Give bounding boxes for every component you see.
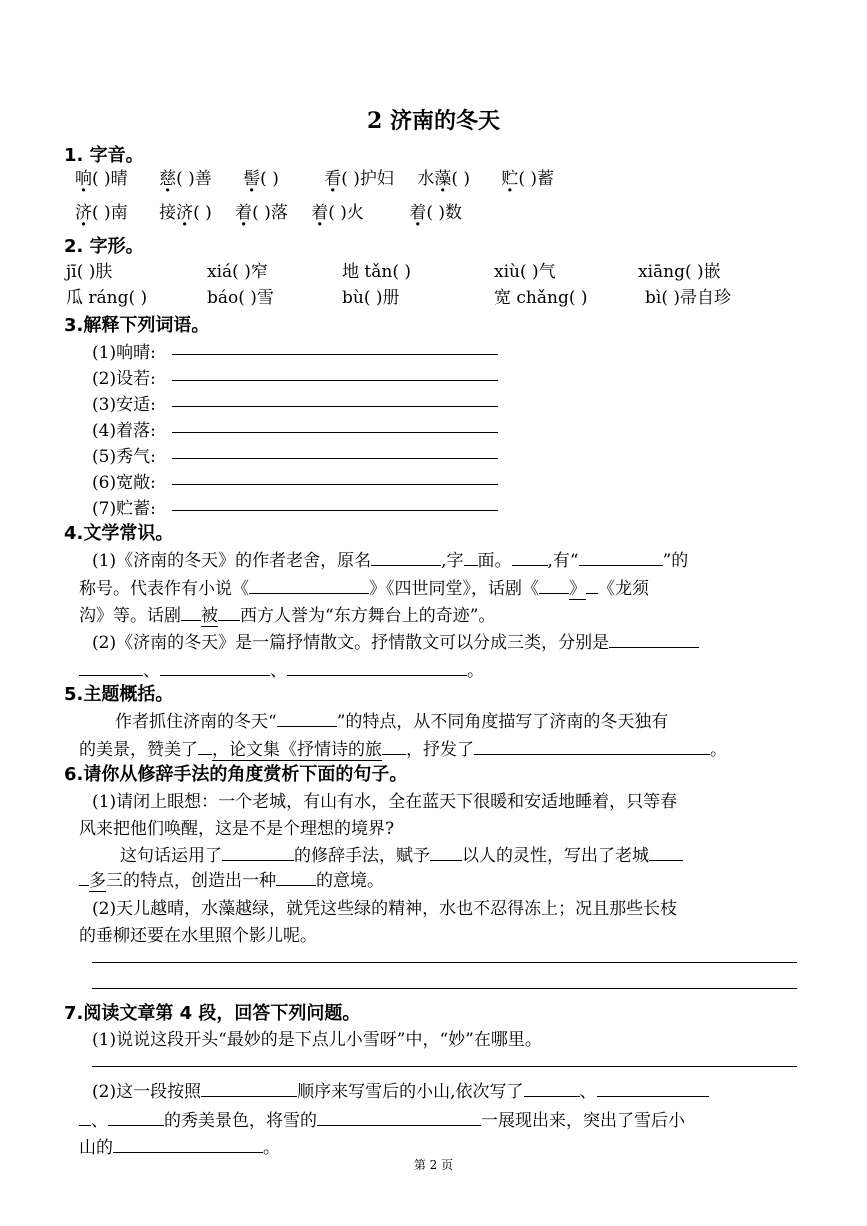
q4-heading: 4.文学常识。 bbox=[64, 523, 174, 544]
blank[interactable] bbox=[597, 1080, 709, 1097]
blank[interactable] bbox=[160, 659, 270, 676]
blank[interactable] bbox=[579, 549, 663, 566]
answer-line[interactable] bbox=[92, 962, 797, 963]
q1-row2 bbox=[75, 198, 462, 223]
blank[interactable] bbox=[512, 549, 548, 566]
blank[interactable] bbox=[276, 869, 316, 886]
q3-item: (2)设若: bbox=[92, 369, 156, 389]
blank[interactable] bbox=[649, 844, 683, 861]
answer-line[interactable] bbox=[172, 484, 498, 485]
answer-line[interactable] bbox=[92, 988, 797, 989]
blank[interactable] bbox=[430, 844, 462, 861]
q1-item: 着( )落 bbox=[235, 203, 288, 223]
blank[interactable] bbox=[609, 631, 699, 648]
q6-answer-line: 多三的特点，创造出一种 的意境。 bbox=[79, 866, 384, 891]
q5-line: 的美景，赞美了 ，论文集《抒情诗的旅 ，抒发了 。 bbox=[79, 740, 727, 760]
blank[interactable] bbox=[539, 577, 569, 594]
q7-heading: 7.阅读文章第 4 段，回答下列问题。 bbox=[64, 1003, 361, 1024]
q2-item: xiù( )气 bbox=[494, 262, 556, 282]
q1-item: 济( )南 bbox=[75, 203, 128, 223]
answer-line[interactable] bbox=[172, 510, 498, 511]
blank[interactable] bbox=[249, 577, 369, 594]
blank[interactable] bbox=[181, 604, 201, 621]
q1-item: 看( )护妇 bbox=[324, 169, 394, 189]
q4-line: 称号。代表作有小说《 》《四世同堂》，话剧《 》 《龙须 bbox=[79, 579, 649, 599]
q1-item: 慈( )善 bbox=[159, 169, 212, 189]
blank[interactable] bbox=[382, 738, 406, 755]
q1-item: 响( )晴 bbox=[75, 169, 128, 189]
q6-answer-line: 这句话运用了 的修辞手法，赋予 以人的灵性，写出了老城 bbox=[120, 841, 683, 866]
blank[interactable] bbox=[79, 659, 143, 676]
q7-line: (2)这一段按照 顺序来写雪后的小山,依次写了 、 bbox=[92, 1077, 709, 1102]
q4-line: (2)《济南的冬天》是一篇抒情散文。抒情散文可以分成三类，分别是 bbox=[92, 628, 699, 653]
q5-line: 作者抓住济南的冬天“ ”的特点，从不同角度描写了济南的冬天独有 bbox=[115, 712, 669, 732]
q2-item: báo( )雪 bbox=[207, 288, 274, 308]
q3-item: (1)响晴: bbox=[92, 343, 156, 363]
q2-item: xiāng( )嵌 bbox=[638, 262, 721, 282]
blank[interactable] bbox=[108, 1109, 164, 1126]
q6-sentence: (2)天儿越晴，水藻越绿，就凭这些绿的精神，水也不忍得冻上；况且那些长枝 bbox=[92, 899, 678, 919]
q1-row1 bbox=[75, 164, 554, 189]
blank[interactable] bbox=[586, 577, 598, 594]
q1-heading: 1. 字音。 bbox=[64, 145, 144, 166]
q1-item: 水藻( ) bbox=[417, 169, 470, 189]
q3-item: (7)贮蓄: bbox=[92, 499, 156, 519]
q3-item: (3)安适: bbox=[92, 395, 156, 415]
q2-item: xiá( )窄 bbox=[207, 262, 268, 282]
q7-line: 、 的秀美景色，将雪的 一展现出来，突出了雪后小 bbox=[79, 1106, 685, 1131]
q4-line: 、 、 。 bbox=[79, 656, 484, 681]
q2-item: 瓜 ráng( ) bbox=[66, 288, 148, 308]
blank[interactable] bbox=[113, 1136, 263, 1153]
q1-item: 贮( )蓄 bbox=[501, 169, 555, 189]
page-number: 第 2 页 bbox=[413, 1158, 454, 1172]
q6-sentence: 风来把他们唤醒，这是不是个理想的境界? bbox=[79, 819, 395, 839]
answer-line[interactable] bbox=[172, 432, 498, 433]
q2-heading: 2. 字形。 bbox=[64, 236, 144, 257]
q1-item: 接济( ) bbox=[159, 203, 212, 223]
blank[interactable] bbox=[524, 1080, 580, 1097]
blank[interactable] bbox=[79, 1109, 91, 1126]
answer-line[interactable] bbox=[92, 1066, 797, 1067]
blank[interactable] bbox=[198, 738, 212, 755]
blank[interactable] bbox=[371, 549, 441, 566]
blank[interactable] bbox=[79, 869, 89, 886]
q4-line: (1)《济南的冬天》的作者老舍，原名 ,字 面。 ,有“ ”的 bbox=[92, 551, 689, 571]
q1-item: 着( )火 bbox=[311, 203, 364, 223]
q6-heading: 6.请你从修辞手法的角度赏析下面的句子。 bbox=[64, 764, 408, 785]
blank[interactable] bbox=[317, 1109, 481, 1126]
q2-item: jī( )肤 bbox=[66, 262, 113, 282]
answer-line[interactable] bbox=[172, 380, 498, 381]
blank[interactable] bbox=[201, 1080, 297, 1097]
page-title: 2 济南的冬天 bbox=[367, 108, 500, 134]
q6-sentence: (1)请闭上眼想：一个老城，有山有水，全在蓝天下很暖和安适地睡着，只等春 bbox=[92, 792, 678, 812]
answer-line[interactable] bbox=[172, 354, 498, 355]
answer-line[interactable] bbox=[172, 458, 498, 459]
q7-line: 山的 。 bbox=[79, 1138, 280, 1158]
blank[interactable] bbox=[218, 604, 240, 621]
q5-heading: 5.主题概括。 bbox=[64, 684, 174, 705]
blank[interactable] bbox=[474, 738, 710, 755]
blank[interactable] bbox=[277, 710, 337, 727]
q3-heading: 3.解释下列词语。 bbox=[64, 315, 210, 336]
q6-sentence: 的垂柳还要在水里照个影儿呢。 bbox=[79, 926, 317, 946]
blank[interactable] bbox=[464, 549, 478, 566]
q1-item: 着( )数 bbox=[409, 203, 462, 223]
q2-item: bù( )册 bbox=[342, 288, 400, 308]
q2-item: 宽 chǎng( ) bbox=[494, 288, 588, 308]
q3-item: (6)宽敞: bbox=[92, 473, 156, 493]
q2-item: 地 tǎn( ) bbox=[342, 262, 411, 282]
blank[interactable] bbox=[287, 659, 467, 676]
q7-sentence: (1)说说这段开头“最妙的是下点儿小雪呀”中，“妙”在哪里。 bbox=[92, 1030, 542, 1050]
q1-item: 髻( ) bbox=[243, 169, 279, 189]
q2-item: bì( )帚自珍 bbox=[645, 288, 731, 308]
blank[interactable] bbox=[222, 844, 294, 861]
answer-line[interactable] bbox=[172, 406, 498, 407]
q3-item: (5)秀气: bbox=[92, 447, 156, 467]
q4-line: 沟》等。话剧 被 西方人誉为“东方舞台上的奇迹”。 bbox=[79, 606, 496, 626]
q3-item: (4)着落: bbox=[92, 421, 156, 441]
